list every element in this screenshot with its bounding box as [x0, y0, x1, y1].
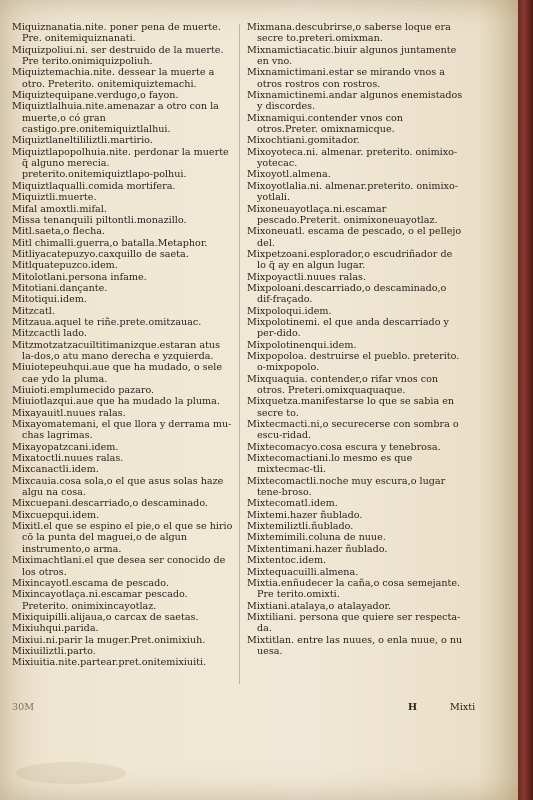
dictionary-entry: Mixpetzoani.esplorador,o escudriñador de lo q̃ ay en algun lugar.	[247, 248, 453, 272]
dictionary-entry: Mixtitlan. entre las nuues, o enla nuue, o nu uesa.	[247, 634, 463, 657]
dictionary-entry: Mitzmotzatzacuiltitimanizque.estaran atus la-dos,o atu mano derecha e yzquierda.	[12, 339, 221, 362]
dictionary-entry: Miquiztlapopolhuia.nite. perdonar la muerte q̃ alguno merecia. preterito.onitemiquiztlapo-polhui.	[12, 146, 229, 181]
dictionary-entry: Mixpoloqui.idem.	[247, 305, 332, 317]
dictionary-entry: Miuiotepeuhqui.aue que ha mudado, o sele cae ydo la pluma.	[12, 362, 223, 385]
dictionary-entry: Mixcuepani.descarriado,o descaminado.	[12, 498, 208, 510]
dictionary-entry: Mixpopoloa. destruirse el pueblo. preterito. o-mixpopolo.	[247, 350, 460, 374]
dictionary-entry: Miximachtlani.el que desea ser conocido de los otros.	[12, 555, 226, 578]
dictionary-entry: Mixtecomactli.noche muy escura,o lugar tene-broso.	[247, 475, 446, 499]
dictionary-entry: Mitlquatepuzco.idem.	[12, 260, 118, 272]
dictionary-entry: Mixtequacuilli.almena.	[247, 566, 359, 578]
dictionary-entry: Mixiui.ni.parir la muger.Pret.onimixiuh.	[12, 634, 206, 646]
dictionary-entry: Mitliyacatepuzyo.caxquillo de saeta.	[12, 248, 189, 260]
dictionary-entry: Mixcanactli.idem.	[12, 464, 99, 476]
dictionary-entry: Miquiztlalhuia.nite.amenazar a otro con la muerte,o có gran castigo.pre.onitemiquiztlalhui.	[12, 101, 219, 136]
dictionary-entry: Mixayopatzcani.idem.	[12, 441, 119, 453]
dictionary-entry: Mixnamiqui.contender vnos con otros.Preter. omixnamicque.	[247, 112, 403, 136]
dictionary-entry: Mixayauitl.nuues ralas.	[12, 407, 126, 419]
dictionary-entry: Mixayomatemani, el que llora y derrama mu-chas lagrimas.	[12, 419, 232, 442]
dictionary-entry: Mixincayotl.escama de pescado.	[12, 577, 169, 589]
dictionary-entry: Mixitl.el que se espino el pie,o el que se hirio cō la punta del maguei,o de algun instrumento,o arma.	[12, 521, 233, 555]
left-column	[12, 22, 234, 669]
dictionary-entry: Mixnamictiacatic.biuir algunos juntamente en vno.	[247, 44, 457, 68]
dictionary-entry: Mixtecomatl.idem.	[247, 498, 338, 510]
dictionary-entry: Mitolotlani.persona infame.	[12, 271, 147, 283]
dictionary-entry: Mixtentoc.idem.	[247, 555, 327, 567]
dictionary-entry: Mixpolotinenqui.idem.	[247, 339, 357, 351]
dictionary-entry: Mixcauia.cosa sola,o el que asus solas haze algu na cosa.	[12, 475, 224, 499]
dictionary-entry: Mixiuitia.nite.partear.pret.onitemixiuiti.	[12, 657, 207, 669]
dictionary-entry: Mitl.saeta,o flecha.	[12, 226, 106, 238]
ink-blot	[16, 762, 126, 784]
dictionary-entry: Mitzcactli lado.	[12, 328, 87, 340]
dictionary-entry: Mixtentimani.hazer ñublado.	[247, 543, 388, 555]
dictionary-entry: Mixtia.enñudecer la caña,o cosa semejante. Pre terito.omixti.	[247, 577, 461, 601]
dictionary-entry: Miquiztli.muerte.	[12, 192, 97, 204]
dictionary-entry: Mixquetza.manifestarse lo que se sabia en secre to.	[247, 396, 455, 419]
dictionary-entry: Mixoyoteca.ni. almenar. preterito. onimixo-yotecac.	[247, 146, 458, 170]
dictionary-entry: Mitotiani.dançante.	[12, 282, 108, 294]
dictionary-entry: Mixiuhqui.parida.	[12, 623, 99, 635]
dictionary-entry: Missa tenanquili piltontli.monazillo.	[12, 214, 187, 226]
dictionary-entry: Mixmana.descubrirse,o saberse loque era secre to.preteri.omixman.	[247, 22, 451, 45]
dictionary-entry: Mixincayotlaça.ni.escamar pescado. Preterito. onimixincayotlaz.	[12, 589, 188, 612]
dictionary-entry: Mixtecmacti.ni,o securecerse con sombra o escu-ridad.	[247, 419, 459, 442]
dictionary-entry: Mixtiani.atalaya,o atalayador.	[247, 600, 392, 612]
dictionary-entry: Mifal amoxtli.mifal.	[12, 203, 107, 215]
dictionary-entry: Mixochtiani.gomitador.	[247, 135, 360, 147]
dictionary-entry: Mixquaquia. contender,o rifar vnos con otros. Preteri.omixquaquaque.	[247, 373, 439, 396]
dictionary-entry: Mixiuiliztli.parto.	[12, 645, 96, 657]
dictionary-entry: Miquiztemachia.nite. dessear la muerte a otro. Preterito. onitemiquiztemachi.	[12, 67, 215, 90]
dictionary-entry: Mixpoyactli.nuues ralas.	[247, 271, 367, 283]
dictionary-entry: Mitzaua.aquel te riñe.prete.omitzauac.	[12, 316, 202, 328]
dictionary-entry: Mixtemi.hazer ñublado.	[247, 509, 363, 521]
dictionary-entry: Miuiotlazqui.aue que ha mudado la pluma.	[12, 396, 220, 408]
dictionary-entry: Mixcuepqui.idem.	[12, 509, 100, 521]
dictionary-entry: Mixtemiliztli.ñublado.	[247, 521, 354, 533]
section-letter: H	[408, 702, 418, 713]
dictionary-entry: Miquiztlaneltililiztli.martirio.	[12, 135, 153, 147]
dictionary-entry: Mixnamictimani.estar se mirando vnos a otros rostros con rostros.	[247, 67, 445, 90]
dictionary-entry: Miquiztequipane.verdugo,o fayon.	[12, 90, 179, 102]
dictionary-entry: Mixtecomactiani.lo mesmo es que mixtecmac-tli.	[247, 453, 413, 476]
catchword: Mixti	[450, 702, 476, 713]
dictionary-entry: Mitzcatl.	[12, 305, 55, 317]
dictionary-entry: Miuioti.emplumecido pazaro.	[12, 385, 155, 396]
dictionary-entry: Mixoneuayotlaça.ni.escamar pescado.Preterit. onimixoneuayotlaz.	[247, 203, 438, 226]
signature-mark: 30M	[12, 702, 35, 713]
book-spine-edge	[518, 0, 533, 800]
dictionary-entry: Mixoneuatl. escama de pescado, o el pellejo del.	[247, 226, 462, 249]
dictionary-entry: Mixoyotlalia.ni. almenar.preterito. onimixo-yotlali.	[247, 180, 458, 204]
dictionary-entry: Miquizpoliui.ni. ser destruido de la muerte. Pre terito.onimiquizpoliuh.	[12, 44, 224, 68]
dictionary-entry: Miquiztlaqualli.comida mortifera.	[12, 180, 176, 192]
dictionary-entry: Mixiquipilli.alijaua,o carcax de saetas.	[12, 611, 199, 623]
right-column	[247, 22, 463, 657]
dictionary-entry: Mixpoloani.descarriado,o descaminado,o dif-fraçado.	[247, 282, 447, 306]
dictionary-entry: Mixtiliani. persona que quiere ser respecta-da.	[247, 611, 461, 635]
dictionary-entry: Mixatoctli.nuues ralas.	[12, 453, 124, 465]
dictionary-entry: Mixnamictinemi.andar algunos enemistados y discordes.	[247, 90, 463, 113]
column-divider	[239, 24, 240, 684]
dictionary-entry: Mixtemimili.coluna de nuue.	[247, 532, 386, 544]
dictionary-entry: Miquiznanatia.nite. poner pena de muerte. Pre. onitemiquiznanati.	[12, 22, 221, 45]
dictionary-entry: Mixpolotinemi. el que anda descarriado y per-dido.	[247, 316, 449, 340]
dictionary-entry: Mixtecomacyo.cosa escura y tenebrosa.	[247, 441, 441, 453]
dictionary-entry: Mitl chimalli.guerra,o batalla.Metaphor.	[12, 237, 208, 249]
dictionary-entry: Mitotiqui.idem.	[12, 294, 87, 306]
dictionary-entry: Mixoyotl.almena.	[247, 169, 331, 181]
